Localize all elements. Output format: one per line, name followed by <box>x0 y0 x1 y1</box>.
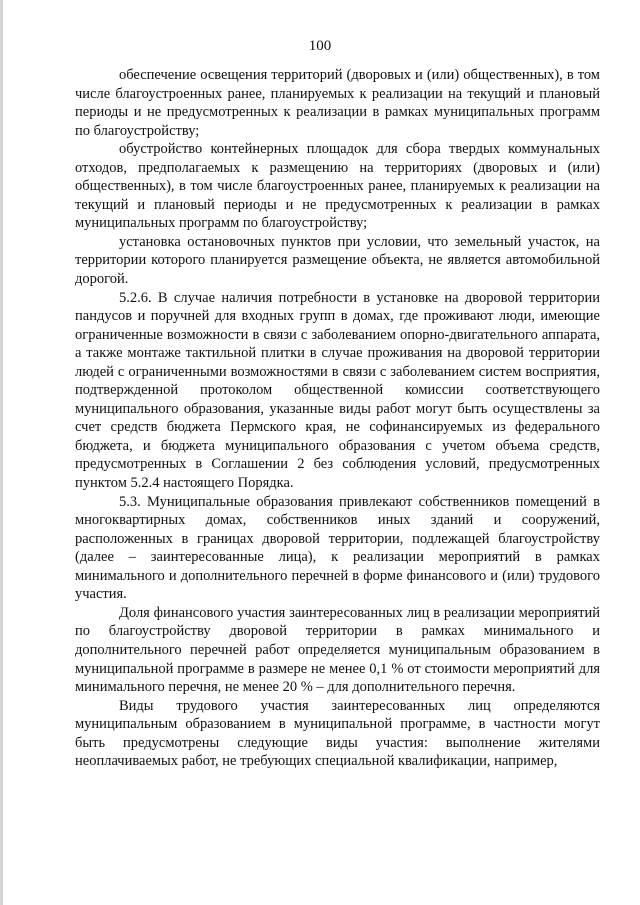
page-number: 100 <box>308 38 332 54</box>
paragraph-5-2-6: 5.2.6. В случае наличия потребности в установке на дворовой территории пандусов и поручней для входных групп в домах, где проживают люди, имеющие ограниченные возможности в связи с заболеванием опорно-двигательного аппарата, а также монтаже тактильной плитки в случае проживания на дворовой территории людей с ограниченными возможностями в связи с заболеванием систем восприятия, подтвержденной протоколом общественной комиссии соответствующего муниципального образования, указанные виды работ могут быть осуществлены за счет средств бюджета Пермского края, не софинансируемых из федерального бюджета, и бюджета муниципального образования с учетом объема средств, предусмотренных в Соглашении 2 без соблюдения условий, предусмотренных пунктом 5.2.4 настоящего Порядка. <box>75 289 600 492</box>
paragraph-lighting: обеспечение освещения территорий (дворовых и (или) общественных), в том числе благоустроенных ранее, планируемых к реализации на текущий и плановый периоды и не предусмотренных к реализации в рамках муниципальных программ по благоустройству; <box>75 67 600 139</box>
paragraph-5-3: 5.3. Муниципальные образования привлекают собственников помещений в многоквартирных домах, собственников иных зданий и сооружений, расположенных в границах дворовой территории, подлежащей благоустройству (далее – заинтересованные лица), к реализации мероприятий в рамках минимального и дополнительного перечней в форме финансового и (или) трудового участия. <box>75 493 600 603</box>
paragraph-container-sites: обустройство контейнерных площадок для сбора твердых коммунальных отходов, предполагаемых к размещению на территориях (дворовых и (или) общественных), в том числе благоустроенных ранее, планируемых к реализации на текущий и плановый периоды и не предусмотренных к реализации в рамках муниципальных программ по благоустройству; <box>75 141 600 232</box>
paragraph-labor-participation: Виды трудового участия заинтересованных лиц определяются муниципальным образованием в муниципальной программе, в частности могут быть предусмотрены следующие виды участия: выполнение жителями неоплачиваемых работ, не требующих специальной квалификации, например, <box>75 697 600 770</box>
scan-edge <box>0 0 3 905</box>
paragraph-financial-share: Доля финансового участия заинтересованных лиц в реализации мероприятий по благоустройству дворовой территории в рамках минимального и дополнительного перечней работ определяется муниципальным образованием в муниципальной программе в размере не менее 0,1 % от стоимости мероприятий для минимального перечня, не менее 20 % – для дополнительного перечня. <box>75 604 600 696</box>
document-body <box>75 66 600 771</box>
paragraph-bus-stops: установка остановочных пунктов при условии, что земельный участок, на территории которого планируется размещение объекта, не является автомобильной дорогой. <box>75 233 600 288</box>
